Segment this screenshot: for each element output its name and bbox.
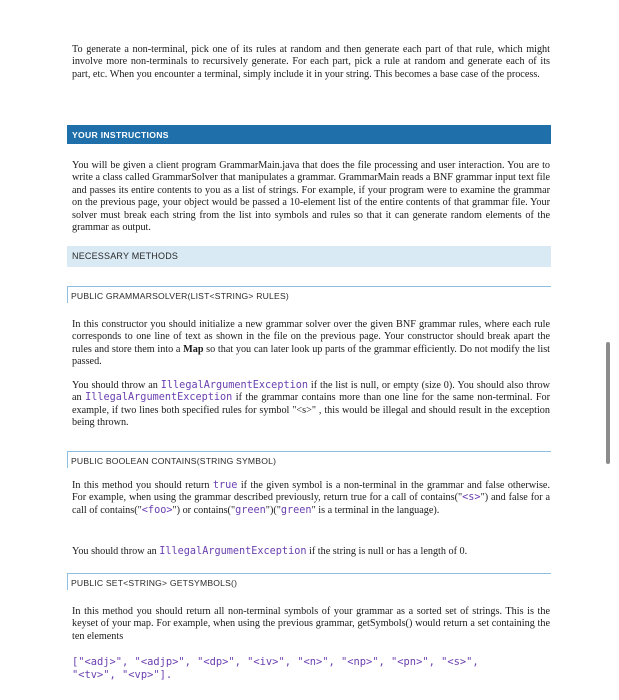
contains-paragraph-1: In this method you should return true if the given symbol is a non-terminal in the grammar and false otherwise. For example, when using the grammar described previously, return true for a call of contains("<s>") and false for a call of contains("<foo>") or contains("green")("green" is a terminal in the language). — [72, 480, 550, 516]
code-line-2: "<tv>", "<vp>"]. — [72, 669, 173, 681]
section-heading-your-instructions: YOUR INSTRUCTIONS — [67, 125, 551, 144]
code-line-1: ["<adj>", "<adjp>", "<dp>", "<iv>", "<n>", "<np>", "<pn>", "<s>", — [72, 656, 479, 668]
code-true: true — [212, 480, 238, 491]
code-illegal-argument-exception: IllegalArgumentException — [159, 546, 307, 557]
vertical-scrollbar-thumb[interactable] — [606, 342, 610, 464]
getsymbols-paragraph: In this method you should return all non-terminal symbols of your grammar as a sorted set of strings. This is the keyset of your map. For example, when using the previous grammar, getSymbols() would return a set containing the ten elements — [72, 606, 550, 642]
code-illegal-argument-exception: IllegalArgumentException — [160, 380, 308, 391]
contains-paragraph-2: You should throw an IllegalArgumentException if the string is null or has a length of 0. — [72, 546, 468, 557]
method-heading-getsymbols: PUBLIC SET<STRING> GETSYMBOLS() — [67, 573, 551, 590]
method-heading-constructor: PUBLIC GRAMMARSOLVER(LIST<STRING> RULES) — [67, 286, 551, 303]
constructor-paragraph-1: In this constructor you should initialize a new grammar solver over the given BNF grammar rules, where each rule corresponds to one line of text as shown in the file on the previous page. Your constructor should break apart the rules and store them into a Map so that you can later look up parts of the grammar efficiently. Do not modify the list passed. — [72, 319, 551, 368]
method-heading-contains: PUBLIC BOOLEAN CONTAINS(STRING SYMBOL) — [67, 451, 551, 468]
code-illegal-argument-exception: IllegalArgumentException — [85, 392, 233, 404]
code-green: green — [235, 504, 266, 516]
map-keyword: Map — [183, 343, 204, 355]
intro-paragraph: To generate a non-terminal, pick one of its rules at random and then generate each part of that rule, which might involve more non-terminals to recursively generate. For each part, pick a rule at random and generate each of its part, etc. When you encounter a terminal, simply include it in your string. This becomes a base case of the process. — [72, 44, 550, 80]
code-foo-symbol: <foo> — [141, 504, 173, 516]
constructor-paragraph-2: You should throw an IllegalArgumentException if the list is null, or empty (size 0). You should also throw an IllegalArgumentException if the grammar contains more than one line for the same non-terminal. For example, if two lines both specified rules for symbol "<s>" , this would be illegal and should result in the exception being thrown. — [72, 380, 551, 429]
code-green: green — [280, 504, 312, 516]
instructions-paragraph: You will be given a client program GrammarMain.java that does the file processing and user interaction. You are to write a class called GrammarSolver that manipulates a grammar. GrammarMain reads a BNF grammar input text file and passes its entire contents to you as a list of strings. For example, if your program were to examine the grammar on the previous page, your object would be passed a 10-element list of the entire contents of that grammar file. Your solver must break each string from the list into symbols and rules so that it can generate random elements of the grammar as output. — [72, 160, 550, 234]
section-heading-necessary-methods: NECESSARY METHODS — [67, 246, 551, 267]
code-s-symbol: <s> — [462, 492, 481, 504]
getsymbols-code-example — [72, 656, 552, 682]
